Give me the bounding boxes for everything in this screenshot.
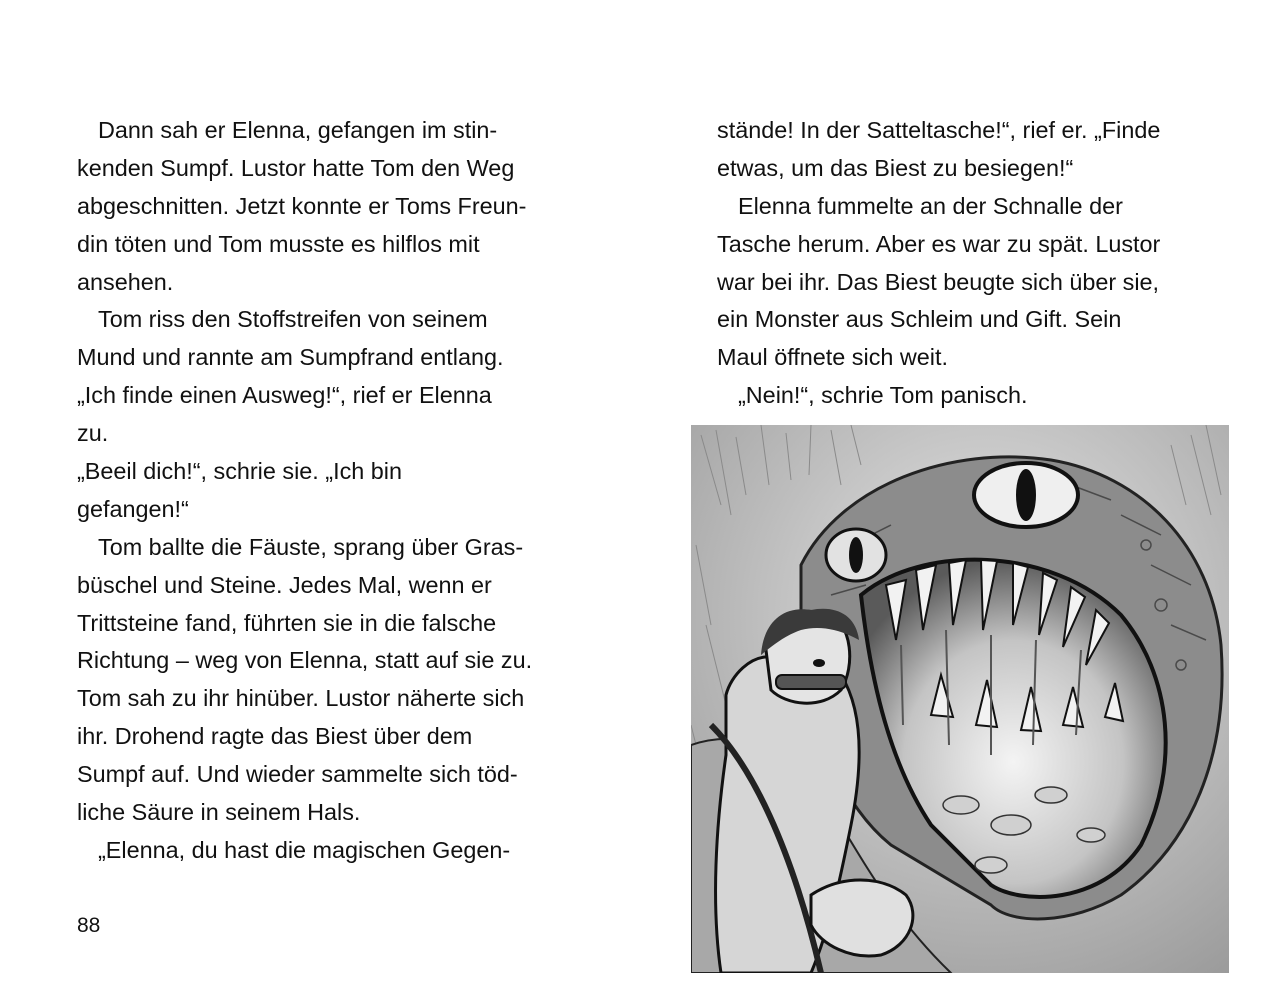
tom-eye [813,659,825,667]
page-number: 88 [77,914,101,937]
text-line: zu. [77,420,109,447]
text-line: gefangen!“ [77,495,189,522]
illustration-drawing [691,425,1229,973]
text-line: ein Monster aus Schleim und Gift. Sein [717,306,1122,333]
text-line: Trittsteine fand, führten sie in die falsche [77,609,497,636]
text-line: liche Säure in seinem Hals. [77,799,361,826]
text-line: din töten und Tom musste es hilflos mit [77,230,480,257]
text-line: Mund und rannte am Sumpfrand entlang. [77,344,504,371]
text-line: Maul öffnete sich weit. [717,344,948,371]
tom-mouth-cloth [776,675,846,689]
right-text-column [717,112,1237,415]
text-line: „Beeil dich!“, schrie sie. „Ich bin [77,458,402,485]
text-line: Tom riss den Stoffstreifen von seinem [98,306,488,333]
left-text-column [77,112,577,870]
text-line: ansehen. [77,268,174,295]
text-line: Tom sah zu ihr hinüber. Lustor näherte sich [77,685,525,712]
text-line: abgeschnitten. Jetzt konnte er Toms Freun- [77,192,527,219]
monster-pupil [1016,469,1036,521]
monster-illustration [691,425,1229,973]
text-line: stände! In der Satteltasche!“, rief er. „Finde [717,117,1161,143]
text-line: war bei ihr. Das Biest beugte sich über sie, [717,268,1160,295]
monster-pupil [849,537,863,573]
text-line: „Nein!“, schrie Tom panisch. [738,382,1028,409]
text-line: Elenna fummelte an der Schnalle der [738,192,1123,219]
text-line: Sumpf auf. Und wieder sammelte sich töd- [77,761,518,788]
text-line: etwas, um das Biest zu besiegen!“ [717,154,1074,181]
text-line: „Ich finde einen Ausweg!“, rief er Elenna [77,382,492,409]
text-line: Richtung – weg von Elenna, statt auf sie zu. [77,647,533,674]
text-line: büschel und Steine. Jedes Mal, wenn er [77,571,492,598]
text-line: Dann sah er Elenna, gefangen im stin- [98,117,498,143]
text-line: Tom ballte die Fäuste, sprang über Gras- [98,533,524,560]
text-line: ihr. Drohend ragte das Biest über dem [77,723,473,750]
text-line: kenden Sumpf. Lustor hatte Tom den Weg [77,154,515,181]
text-line: Tasche herum. Aber es war zu spät. Lustor [717,230,1161,257]
text-line: „Elenna, du hast die magischen Gegen- [98,836,511,863]
